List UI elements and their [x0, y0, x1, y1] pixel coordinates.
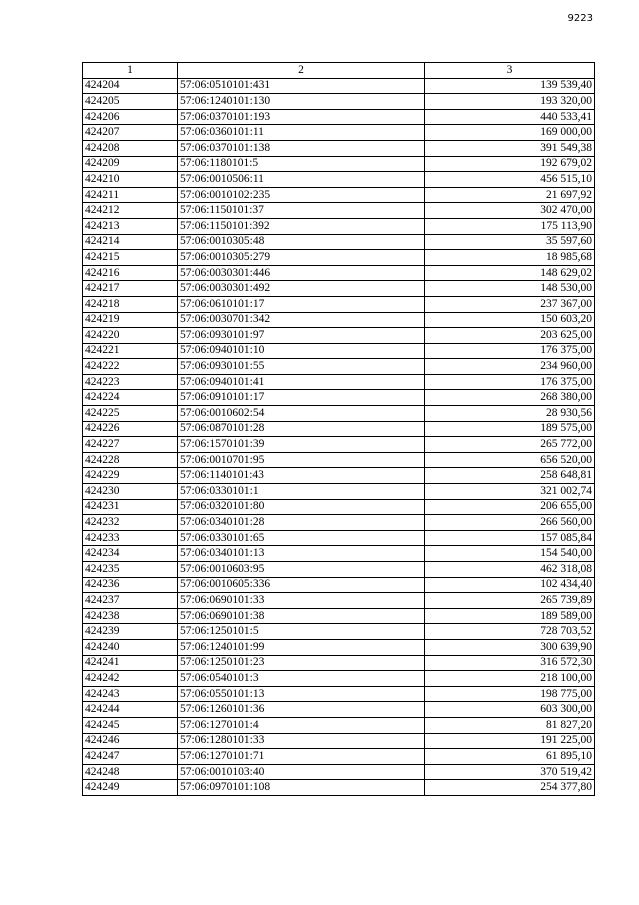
- row-number-cell: 424243: [83, 686, 178, 702]
- row-number-cell: 424209: [83, 156, 178, 172]
- table-row: [83, 343, 595, 359]
- row-number-cell: 424238: [83, 608, 178, 624]
- page-number: 9223: [567, 13, 593, 24]
- table-row: [83, 452, 595, 468]
- table-row: [83, 265, 595, 281]
- value-cell: 176 375,00: [425, 374, 595, 390]
- value-cell: 234 960,00: [425, 359, 595, 375]
- table-row: [83, 421, 595, 437]
- table-row: [83, 686, 595, 702]
- row-number-cell: 424220: [83, 328, 178, 344]
- table-row: [83, 109, 595, 125]
- row-number-cell: 424225: [83, 406, 178, 422]
- row-number-cell: 424205: [83, 94, 178, 110]
- row-number-cell: 424212: [83, 203, 178, 219]
- table-row: [83, 406, 595, 422]
- table-row: [83, 671, 595, 687]
- table-row: [83, 733, 595, 749]
- table-body: [83, 78, 595, 795]
- cadastral-number-cell: 57:06:0930101:97: [178, 328, 425, 344]
- cadastral-number-cell: 57:06:0010305:48: [178, 234, 425, 250]
- cadastral-number-cell: 57:06:0030301:492: [178, 281, 425, 297]
- cadastral-number-cell: 57:06:0010605:336: [178, 577, 425, 593]
- cadastral-number-cell: 57:06:0550101:13: [178, 686, 425, 702]
- table-row: [83, 156, 595, 172]
- cadastral-number-cell: 57:06:0510101:431: [178, 78, 425, 94]
- row-number-cell: 424234: [83, 546, 178, 562]
- cadastral-number-cell: 57:06:0370101:193: [178, 109, 425, 125]
- table-header-row: [83, 63, 595, 79]
- value-cell: 157 085,84: [425, 530, 595, 546]
- row-number-cell: 424224: [83, 390, 178, 406]
- value-cell: 81 827,20: [425, 717, 595, 733]
- row-number-cell: 424228: [83, 452, 178, 468]
- row-number-cell: 424241: [83, 655, 178, 671]
- row-number-cell: 424237: [83, 593, 178, 609]
- value-cell: 266 560,00: [425, 515, 595, 531]
- value-cell: 321 002,74: [425, 484, 595, 500]
- row-number-cell: 424210: [83, 172, 178, 188]
- cadastral-number-cell: 57:06:0010701:95: [178, 452, 425, 468]
- cadastral-number-cell: 57:06:0690101:33: [178, 593, 425, 609]
- row-number-cell: 424239: [83, 624, 178, 640]
- row-number-cell: 424246: [83, 733, 178, 749]
- cadastral-number-cell: 57:06:0010102:235: [178, 187, 425, 203]
- cadastral-number-cell: 57:06:1140101:43: [178, 468, 425, 484]
- row-number-cell: 424249: [83, 780, 178, 796]
- cadastral-number-cell: 57:06:0010103:40: [178, 764, 425, 780]
- value-cell: 462 318,08: [425, 562, 595, 578]
- data-table: [82, 62, 595, 796]
- value-cell: 169 000,00: [425, 125, 595, 141]
- row-number-cell: 424232: [83, 515, 178, 531]
- table-row: [83, 374, 595, 390]
- value-cell: 148 629,02: [425, 265, 595, 281]
- value-cell: 728 703,52: [425, 624, 595, 640]
- table-row: [83, 717, 595, 733]
- value-cell: 603 300,00: [425, 702, 595, 718]
- table-row: [83, 468, 595, 484]
- row-number-cell: 424208: [83, 140, 178, 156]
- cadastral-number-cell: 57:06:0330101:65: [178, 530, 425, 546]
- row-number-cell: 424227: [83, 437, 178, 453]
- table-row: [83, 624, 595, 640]
- row-number-cell: 424215: [83, 250, 178, 266]
- table-row: [83, 140, 595, 156]
- table-row: [83, 593, 595, 609]
- table-row: [83, 702, 595, 718]
- row-number-cell: 424223: [83, 374, 178, 390]
- row-number-cell: 424247: [83, 749, 178, 765]
- column-header-2: 2: [178, 63, 425, 79]
- cadastral-number-cell: 57:06:0930101:55: [178, 359, 425, 375]
- row-number-cell: 424245: [83, 717, 178, 733]
- cadastral-number-cell: 57:06:0360101:11: [178, 125, 425, 141]
- cadastral-number-cell: 57:06:1280101:33: [178, 733, 425, 749]
- value-cell: 21 697,92: [425, 187, 595, 203]
- cadastral-number-cell: 57:06:0870101:28: [178, 421, 425, 437]
- cadastral-number-cell: 57:06:1270101:4: [178, 717, 425, 733]
- cadastral-number-cell: 57:06:0010305:279: [178, 250, 425, 266]
- table-row: [83, 655, 595, 671]
- cadastral-number-cell: 57:06:1260101:36: [178, 702, 425, 718]
- row-number-cell: 424221: [83, 343, 178, 359]
- table-row: [83, 312, 595, 328]
- row-number-cell: 424206: [83, 109, 178, 125]
- cadastral-number-cell: 57:06:0340101:28: [178, 515, 425, 531]
- value-cell: 192 679,02: [425, 156, 595, 172]
- table-row: [83, 515, 595, 531]
- value-cell: 189 589,00: [425, 608, 595, 624]
- cadastral-number-cell: 57:06:1240101:130: [178, 94, 425, 110]
- table-row: [83, 94, 595, 110]
- cadastral-number-cell: 57:06:1250101:5: [178, 624, 425, 640]
- row-number-cell: 424217: [83, 281, 178, 297]
- cadastral-number-cell: 57:06:1250101:23: [178, 655, 425, 671]
- table-row: [83, 780, 595, 796]
- row-number-cell: 424207: [83, 125, 178, 141]
- column-header-3: 3: [425, 63, 595, 79]
- value-cell: 28 930,56: [425, 406, 595, 422]
- table-row: [83, 749, 595, 765]
- value-cell: 18 985,68: [425, 250, 595, 266]
- cadastral-number-cell: 57:06:0910101:17: [178, 390, 425, 406]
- cadastral-number-cell: 57:06:0690101:38: [178, 608, 425, 624]
- table-row: [83, 218, 595, 234]
- value-cell: 193 320,00: [425, 94, 595, 110]
- row-number-cell: 424214: [83, 234, 178, 250]
- row-number-cell: 424213: [83, 218, 178, 234]
- cadastral-number-cell: 57:06:0340101:13: [178, 546, 425, 562]
- row-number-cell: 424231: [83, 499, 178, 515]
- table-row: [83, 187, 595, 203]
- cadastral-number-cell: 57:06:0970101:108: [178, 780, 425, 796]
- table-row: [83, 250, 595, 266]
- value-cell: 35 597,60: [425, 234, 595, 250]
- value-cell: 656 520,00: [425, 452, 595, 468]
- value-cell: 191 225,00: [425, 733, 595, 749]
- value-cell: 154 540,00: [425, 546, 595, 562]
- table-row: [83, 203, 595, 219]
- value-cell: 370 519,42: [425, 764, 595, 780]
- table-row: [83, 577, 595, 593]
- table-row: [83, 281, 595, 297]
- row-number-cell: 424235: [83, 562, 178, 578]
- value-cell: 203 625,00: [425, 328, 595, 344]
- cadastral-number-cell: 57:06:1150101:392: [178, 218, 425, 234]
- value-cell: 456 515,10: [425, 172, 595, 188]
- cadastral-number-cell: 57:06:1570101:39: [178, 437, 425, 453]
- row-number-cell: 424222: [83, 359, 178, 375]
- value-cell: 265 739,89: [425, 593, 595, 609]
- table-row: [83, 437, 595, 453]
- value-cell: 61 895,10: [425, 749, 595, 765]
- row-number-cell: 424216: [83, 265, 178, 281]
- table-row: [83, 296, 595, 312]
- cadastral-number-cell: 57:06:0010602:54: [178, 406, 425, 422]
- cadastral-number-cell: 57:06:0940101:41: [178, 374, 425, 390]
- table-row: [83, 499, 595, 515]
- value-cell: 176 375,00: [425, 343, 595, 359]
- value-cell: 206 655,00: [425, 499, 595, 515]
- value-cell: 189 575,00: [425, 421, 595, 437]
- cadastral-number-cell: 57:06:0940101:10: [178, 343, 425, 359]
- row-number-cell: 424248: [83, 764, 178, 780]
- row-number-cell: 424236: [83, 577, 178, 593]
- cadastral-number-cell: 57:06:0320101:80: [178, 499, 425, 515]
- table-row: [83, 359, 595, 375]
- value-cell: 391 549,38: [425, 140, 595, 156]
- value-cell: 150 603,20: [425, 312, 595, 328]
- cadastral-number-cell: 57:06:1150101:37: [178, 203, 425, 219]
- value-cell: 302 470,00: [425, 203, 595, 219]
- row-number-cell: 424211: [83, 187, 178, 203]
- table-row: [83, 546, 595, 562]
- column-header-1: 1: [83, 63, 178, 79]
- cadastral-number-cell: 57:06:0030701:342: [178, 312, 425, 328]
- table-row: [83, 484, 595, 500]
- row-number-cell: 424240: [83, 639, 178, 655]
- value-cell: 268 380,00: [425, 390, 595, 406]
- table-row: [83, 390, 595, 406]
- cadastral-number-cell: 57:06:0610101:17: [178, 296, 425, 312]
- table-row: [83, 234, 595, 250]
- value-cell: 258 648,81: [425, 468, 595, 484]
- row-number-cell: 424242: [83, 671, 178, 687]
- cadastral-number-cell: 57:06:1270101:71: [178, 749, 425, 765]
- cadastral-number-cell: 57:06:0010603:95: [178, 562, 425, 578]
- table-row: [83, 530, 595, 546]
- table-row: [83, 764, 595, 780]
- cadastral-number-cell: 57:06:0030301:446: [178, 265, 425, 281]
- row-number-cell: 424219: [83, 312, 178, 328]
- value-cell: 300 639,90: [425, 639, 595, 655]
- cadastral-number-cell: 57:06:0330101:1: [178, 484, 425, 500]
- row-number-cell: 424230: [83, 484, 178, 500]
- value-cell: 198 775,00: [425, 686, 595, 702]
- row-number-cell: 424233: [83, 530, 178, 546]
- row-number-cell: 424218: [83, 296, 178, 312]
- value-cell: 237 367,00: [425, 296, 595, 312]
- value-cell: 102 434,40: [425, 577, 595, 593]
- table-row: [83, 172, 595, 188]
- row-number-cell: 424229: [83, 468, 178, 484]
- row-number-cell: 424204: [83, 78, 178, 94]
- value-cell: 316 572,30: [425, 655, 595, 671]
- row-number-cell: 424244: [83, 702, 178, 718]
- table-row: [83, 78, 595, 94]
- value-cell: 254 377,80: [425, 780, 595, 796]
- value-cell: 175 113,90: [425, 218, 595, 234]
- cadastral-number-cell: 57:06:0370101:138: [178, 140, 425, 156]
- value-cell: 265 772,00: [425, 437, 595, 453]
- cadastral-number-cell: 57:06:1180101:5: [178, 156, 425, 172]
- table-row: [83, 639, 595, 655]
- cadastral-number-cell: 57:06:0540101:3: [178, 671, 425, 687]
- value-cell: 218 100,00: [425, 671, 595, 687]
- table-row: [83, 328, 595, 344]
- table-row: [83, 125, 595, 141]
- value-cell: 440 533,41: [425, 109, 595, 125]
- table-row: [83, 608, 595, 624]
- value-cell: 148 530,00: [425, 281, 595, 297]
- value-cell: 139 539,40: [425, 78, 595, 94]
- cadastral-number-cell: 57:06:1240101:99: [178, 639, 425, 655]
- table-row: [83, 562, 595, 578]
- cadastral-number-cell: 57:06:0010506:11: [178, 172, 425, 188]
- row-number-cell: 424226: [83, 421, 178, 437]
